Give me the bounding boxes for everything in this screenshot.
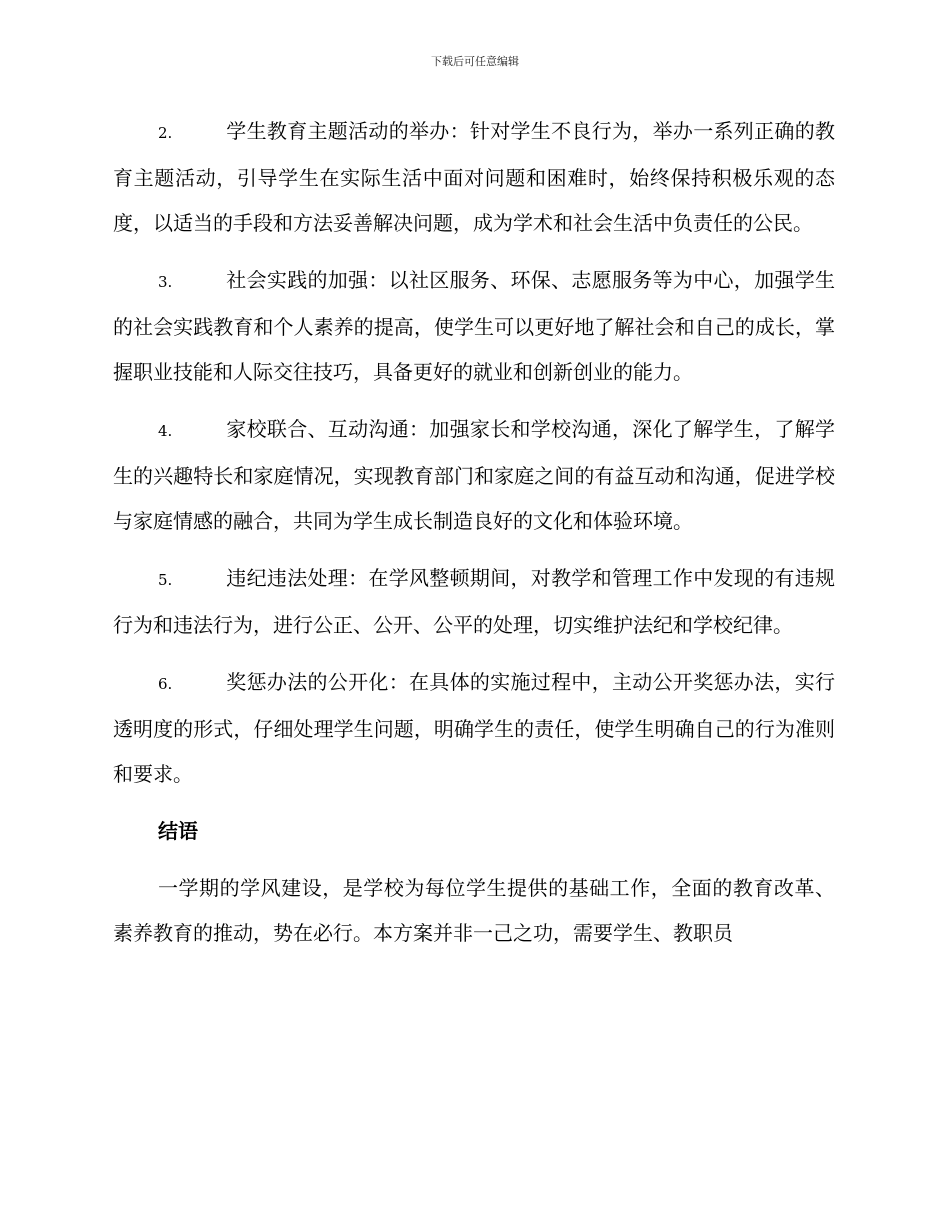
list-number: 2.	[158, 124, 173, 142]
list-item-5	[113, 556, 835, 648]
list-item-text: 违纪违法处理：在学风整顿期间，对教学和管理工作中发现的有违规行为和违法行为，进行公正、公开、公平的处理，切实维护法纪和学校纪律。	[113, 566, 835, 637]
list-item-text: 家校联合、互动沟通：加强家长和学校沟通，深化了解学生，了解学生的兴趣特长和家庭情况，实现教育部门和家庭之间的有益互动和沟通，促进学校与家庭情感的融合，共同为学生成长制造良好的文化和体验环境。	[113, 417, 835, 533]
list-item-text: 奖惩办法的公开化：在具体的实施过程中，主动公开奖惩办法，实行透明度的形式，仔细处理学生问题，明确学生的责任，使学生明确自己的行为准则和要求。	[113, 670, 835, 786]
list-number: 6.	[158, 675, 173, 693]
conclusion-heading: 结语	[158, 819, 198, 843]
list-item-text: 学生教育主题活动的举办：针对学生不良行为，举办一系列正确的教育主题活动，引导学生在实际生活中面对问题和困难时，始终保持积极乐观的态度，以适当的手段和方法妥善解决问题，成为学术和社会生活中负责任的公民。	[113, 119, 835, 235]
list-item-text: 社会实践的加强：以社区服务、环保、志愿服务等为中心，加强学生的社会实践教育和个人素养的提高，使学生可以更好地了解社会和自己的成长，掌握职业技能和人际交往技巧，具备更好的就业和创新创业的能力。	[113, 268, 835, 384]
document-body	[113, 109, 835, 968]
conclusion-paragraph: 一学期的学风建设，是学校为每位学生提供的基础工作，全面的教育改革、素养教育的推动，势在必行。本方案并非一己之功，需要学生、教职员	[113, 876, 835, 945]
list-item-4	[113, 407, 835, 544]
list-item-6	[113, 660, 835, 797]
list-number: 4.	[158, 422, 173, 440]
list-number: 5.	[158, 571, 173, 589]
page-header: 下载后可任意编辑	[431, 55, 519, 68]
list-number: 3.	[158, 273, 173, 291]
list-item-2	[113, 109, 835, 246]
list-item-3	[113, 258, 835, 395]
